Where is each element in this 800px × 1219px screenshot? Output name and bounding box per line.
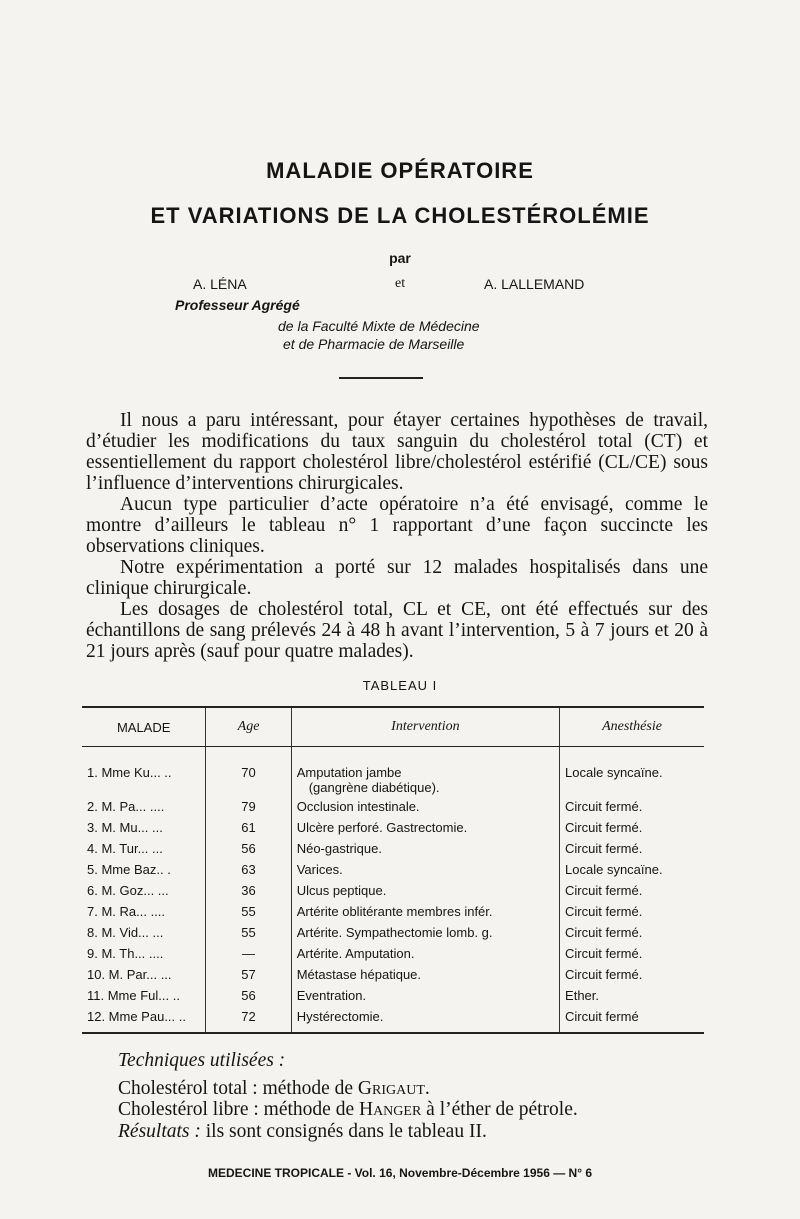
cell-age: [206, 944, 291, 965]
cell-anesthesie: [560, 1007, 704, 1033]
cell-anesthesie: [560, 818, 704, 839]
title-divider: [339, 377, 423, 379]
cell-intervention-sub: (gangrène diabétique).: [308, 780, 440, 795]
table-row: [82, 818, 704, 839]
cell-malade-text: 7. M. Ra... ....: [87, 904, 166, 919]
faculty-line1: de la Faculté Mixte de Médecine: [278, 318, 480, 334]
cell-anesthesie: [560, 881, 704, 902]
cell-malade: [82, 923, 206, 944]
cell-age-text: 55: [241, 904, 256, 919]
cell-anesthesie-text: Circuit fermé.: [565, 820, 643, 835]
cell-malade: [82, 797, 206, 818]
cell-age: [206, 902, 291, 923]
cell-intervention-text: Amputation jambe: [296, 765, 402, 780]
cell-intervention-text: Varices.: [296, 862, 343, 877]
cell-malade-text: 4. M. Tur... ...: [87, 841, 163, 856]
cell-anesthesie-text: Circuit fermé: [565, 1009, 639, 1024]
cell-intervention: [291, 860, 559, 881]
header-malade: MALADE: [82, 707, 206, 747]
cell-malade-text: 5. Mme Baz.. .: [87, 862, 171, 877]
cell-intervention-text: Occlusion intestinale.: [296, 799, 420, 814]
table-row: [82, 944, 704, 965]
article-title-line1: MALADIE OPÉRATOIRE: [266, 158, 534, 183]
paragraph-2: Aucun type particulier d’acte opératoire n’a été envisagé, comme le montre d’ailleurs le tableau n° 1 rapportant d’une façon succincte les observations cliniques.: [86, 494, 708, 557]
technique-libre-text: Cholestérol libre : méthode de: [118, 1099, 359, 1120]
techniques-title: Techniques utilisées :: [118, 1050, 286, 1071]
cell-anesthesie-text: Circuit fermé.: [565, 904, 643, 919]
cell-age: [206, 818, 291, 839]
cell-age-text: 70: [241, 765, 256, 780]
article-body: [86, 410, 708, 662]
cell-intervention: [291, 986, 559, 1007]
cell-anesthesie-text: Locale syncaïne.: [565, 765, 663, 780]
author-lallemand: A. LALLEMAND: [484, 276, 585, 292]
cell-malade-text: 8. M. Vid... ...: [87, 925, 164, 940]
journal-footer: MEDECINE TROPICALE - Vol. 16, Novembre-Décembre 1956 — N° 6: [207, 1166, 593, 1180]
table-title: TABLEAU I: [362, 678, 438, 693]
cell-malade-text: 12. Mme Pau... ..: [87, 1009, 186, 1024]
cell-age-text: 56: [241, 841, 256, 856]
cell-age: [206, 881, 291, 902]
cell-intervention-text: Artérite. Amputation.: [296, 946, 415, 961]
cell-anesthesie: [560, 923, 704, 944]
cell-age: [206, 1007, 291, 1033]
cell-intervention: [291, 1007, 559, 1033]
cell-age-text: 36: [241, 883, 256, 898]
cell-anesthesie: [560, 965, 704, 986]
cell-malade-text: 6. M. Goz... ...: [87, 883, 169, 898]
results-label: Résultats :: [118, 1121, 201, 1142]
cell-age: [206, 986, 291, 1007]
cell-intervention: [291, 902, 559, 923]
cell-age: [206, 797, 291, 818]
table-body: [82, 747, 704, 1034]
cell-age: [206, 839, 291, 860]
patients-table: [82, 706, 704, 1034]
cell-intervention-text: Ulcus peptique.: [296, 883, 387, 898]
cell-anesthesie-text: Ether.: [565, 988, 599, 1003]
technique-libre-author: Hanger: [358, 1099, 422, 1120]
cell-anesthesie: [560, 860, 704, 881]
cell-anesthesie-text: Circuit fermé.: [565, 946, 643, 961]
author-lena: A. LÉNA: [193, 276, 247, 292]
cell-age-text: —: [242, 946, 256, 961]
cell-anesthesie-text: Circuit fermé.: [565, 925, 643, 940]
faculty-line2: et de Pharmacie de Marseille: [283, 336, 465, 352]
cell-intervention: [291, 923, 559, 944]
header-anesthesie: Anesthésie: [560, 707, 704, 747]
results-text: ils sont consignés dans le tableau II.: [200, 1121, 487, 1142]
table-row: [82, 839, 704, 860]
paragraph-1: Il nous a paru intéressant, pour étayer certaines hypothèses de travail, d’étudier les modifications du taux sanguin du cholestérol total (CT) et essentiellement du rapport cholestérol libre/cholestérol estérifié (CL/CE) sous l’influence d’interventions chirurgicales.: [86, 410, 708, 494]
cell-malade-text: 10. M. Par... ...: [87, 967, 172, 982]
cell-intervention: [291, 747, 559, 798]
cell-age: [206, 923, 291, 944]
cell-intervention-text: Artérite. Sympathectomie lomb. g.: [296, 925, 493, 940]
header-age: Age: [206, 707, 291, 747]
table-row: [82, 881, 704, 902]
cell-intervention-text: Ulcère perforé. Gastrectomie.: [296, 820, 468, 835]
cell-anesthesie: [560, 747, 704, 798]
table-row: [82, 860, 704, 881]
cell-age-text: 56: [241, 988, 256, 1003]
byline-par: par: [389, 250, 411, 266]
table-row: [82, 1007, 704, 1033]
table-row: [82, 902, 704, 923]
cell-anesthesie-text: Circuit fermé.: [565, 883, 643, 898]
cell-malade: [82, 818, 206, 839]
cell-intervention-text: Hystérectomie.: [296, 1009, 384, 1024]
cell-intervention: [291, 839, 559, 860]
header-intervention: Intervention: [291, 707, 559, 747]
article-title-line2: ET VARIATIONS DE LA CHOLESTÉROLÉMIE: [150, 203, 650, 228]
table-row: [82, 923, 704, 944]
cell-malade: [82, 986, 206, 1007]
cell-malade-text: 3. M. Mu... ...: [87, 820, 163, 835]
cell-intervention-text: Métastase hépatique.: [296, 967, 422, 982]
cell-malade: [82, 944, 206, 965]
cell-age-text: 79: [241, 799, 256, 814]
cell-intervention: [291, 797, 559, 818]
cell-anesthesie-text: Circuit fermé.: [565, 799, 643, 814]
cell-malade-text: 2. M. Pa... ....: [87, 799, 165, 814]
cell-age: [206, 747, 291, 798]
cell-anesthesie-text: Circuit fermé.: [565, 967, 643, 982]
paragraph-3: Notre expérimentation a porté sur 12 malades hospitalisés dans une clinique chirurgicale.: [86, 557, 708, 599]
cell-malade: [82, 902, 206, 923]
results-line: [118, 1121, 487, 1143]
table-header-row: [82, 707, 704, 747]
cell-intervention: [291, 944, 559, 965]
cell-intervention-text: Eventration.: [296, 988, 367, 1003]
cell-age: [206, 965, 291, 986]
cell-anesthesie-text: Circuit fermé.: [565, 841, 643, 856]
cell-age-text: 63: [241, 862, 256, 877]
cell-intervention: [291, 881, 559, 902]
cell-intervention: [291, 965, 559, 986]
cell-anesthesie: [560, 839, 704, 860]
cell-age: [206, 860, 291, 881]
cell-malade: [82, 1007, 206, 1033]
technique-libre: [118, 1099, 578, 1121]
cell-intervention: [291, 818, 559, 839]
table-row: [82, 747, 704, 798]
byline-et: et: [395, 276, 406, 291]
author-role: Professeur Agrégé: [175, 297, 300, 313]
cell-malade-text: 9. M. Th... ....: [87, 946, 164, 961]
cell-anesthesie: [560, 944, 704, 965]
cell-malade: [82, 747, 206, 798]
cell-malade: [82, 965, 206, 986]
cell-malade: [82, 881, 206, 902]
cell-malade-text: 11. Mme Ful... ..: [87, 988, 180, 1003]
cell-malade: [82, 839, 206, 860]
cell-anesthesie: [560, 797, 704, 818]
cell-anesthesie-text: Locale syncaïne.: [565, 862, 663, 877]
table-row: [82, 986, 704, 1007]
technique-total-text: Cholestérol total : méthode de: [118, 1078, 358, 1099]
cell-malade-text: 1. Mme Ku... ..: [87, 765, 172, 780]
cell-anesthesie: [560, 902, 704, 923]
cell-age-text: 61: [241, 820, 256, 835]
technique-total-author: Grigaut.: [357, 1078, 430, 1099]
table-row: [82, 797, 704, 818]
cell-anesthesie: [560, 986, 704, 1007]
table-row: [82, 965, 704, 986]
cell-intervention-text: Artérite oblitérante membres infér.: [296, 904, 493, 919]
cell-age-text: 55: [241, 925, 256, 940]
paragraph-4: Les dosages de cholestérol total, CL et CE, ont été effectués sur des échantillons de sang prélevés 24 à 48 h avant l’intervention, 5 à 7 jours et 20 à 21 jours après (sauf pour quatre malades).: [86, 599, 708, 662]
cell-intervention-text: Néo-gastrique.: [296, 841, 382, 856]
technique-total: [118, 1078, 430, 1100]
cell-age-text: 72: [241, 1009, 256, 1024]
technique-libre-suffix: à l’éther de pétrole.: [421, 1099, 578, 1120]
cell-age-text: 57: [241, 967, 256, 982]
cell-malade: [82, 860, 206, 881]
